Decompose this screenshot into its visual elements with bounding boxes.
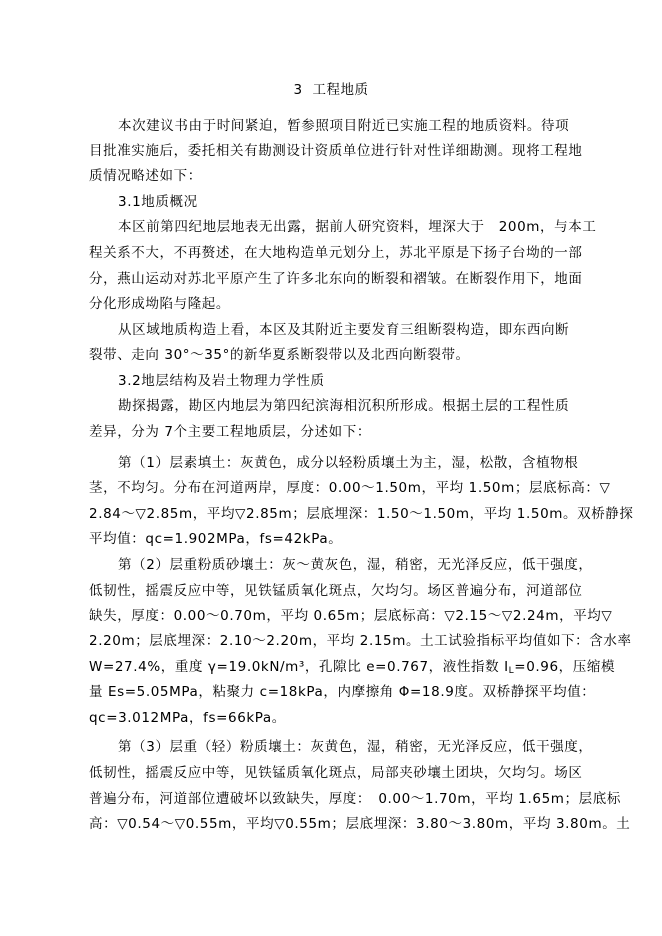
chapter-title: 工程地质 [312, 82, 369, 98]
paragraph-line: 勘探揭露，勘区内地层为第四纪滨海相沉积所形成。根据土层的工程性质 [118, 398, 570, 414]
paragraph-line: 高：▽0.54～▽0.55m，平均▽0.55m；层底埋深：3.80～3.80m，平均 3.80m。土 [89, 816, 631, 832]
paragraph-line: 低韧性，摇震反应中等，见铁锰质氧化斑点，欠均匀。场区普遍分布，河道部位 [89, 583, 583, 599]
paragraph-line: 差异，分为 7个主要工程地质层，分述如下： [89, 424, 371, 440]
section-title: 3.1地质概况 [118, 194, 198, 210]
paragraph-line [89, 658, 615, 680]
paragraph-line: 从区域地质构造上看，本区及其附近主要发育三组断裂构造，即东西向断 [118, 322, 570, 338]
paragraph-line: 2.84～▽2.85m，平均▽2.85m；层底埋深：1.50～1.50m，平均 1.50m。双桥静探 [89, 506, 634, 522]
paragraph-line: 2.20m；层底埋深：2.10～2.20m，平均 2.15m。土工试验指标平均值如下：含水率 [89, 633, 632, 649]
paragraph-line: 目批准实施后，委托相关有勘测设计资质单位进行针对性详细勘测。现将工程地 [89, 143, 583, 159]
subscript: L [508, 666, 515, 676]
chapter-heading [0, 78, 662, 98]
chapter-number: 3 [293, 82, 303, 98]
text-run: =0.96，压缩模 [514, 659, 616, 675]
paragraph-line: 茎，不均匀。分布在河道两岸，厚度：0.00～1.50m，平均 1.50m；层底标高：▽ [89, 480, 611, 496]
paragraph-line: 第（2）层重粉质砂壤土：灰～黄灰色，湿，稍密，无光泽反应，低干强度， [118, 557, 593, 573]
paragraph-line: 分化形成坳陷与隆起。 [89, 296, 230, 312]
paragraph-line: 平均值：qc=1.902MPa，fs=42kPa。 [89, 531, 343, 547]
paragraph-line: 程关系不大，不再赘述，在大地构造单元划分上，苏北平原是下扬子台坳的一部 [89, 245, 583, 261]
paragraph-line: 本次建议书由于时间紧迫，暂参照项目附近已实施工程的地质资料。待项 [118, 118, 570, 134]
text-run: W=27.4%，重度 γ=19.0kN/m³，孔隙比 e=0.767，液性指数 I [89, 659, 509, 675]
paragraph-line: 裂带、走向 30°～35°的新华夏系断裂带以及北西向断裂带。 [89, 347, 470, 363]
section-title: 3.2地层结构及岩土物理力学性质 [118, 373, 325, 389]
paragraph-line: 缺失，厚度：0.00～0.70m，平均 0.65m；层底标高：▽2.15～▽2.24m，平均▽ [89, 608, 613, 624]
paragraph-line: 第（3）层重（轻）粉质壤土：灰黄色，湿，稍密，无光泽反应，低干强度， [118, 739, 593, 755]
paragraph-line: 分，燕山运动对苏北平原产生了许多北东向的断裂和褶皱。在断裂作用下，地面 [89, 271, 583, 287]
paragraph-line: 本区前第四纪地层地表无出露，据前人研究资料，埋深大于 200m，与本工 [118, 219, 597, 235]
paragraph-line: 普遍分布，河道部位遭破坏以致缺失，厚度： 0.00～1.70m，平均 1.65m；层底标 [89, 791, 621, 807]
paragraph-line: 量 Es=5.05MPa，粘聚力 c=18kPa，内摩擦角 Φ=18.9度。双桥静探平均值： [89, 684, 596, 700]
paragraph-line: qc=3.012MPa，fs=66kPa。 [89, 710, 286, 726]
paragraph-line: 质情况略述如下： [89, 168, 202, 184]
paragraph-line: 第（1）层素填土：灰黄色，成分以轻粉质壤土为主，湿，松散，含植物根 [118, 455, 579, 471]
paragraph-line: 低韧性，摇震反应中等，见铁锰质氧化斑点，局部夹砂壤土团块，欠均匀。场区 [89, 765, 583, 781]
